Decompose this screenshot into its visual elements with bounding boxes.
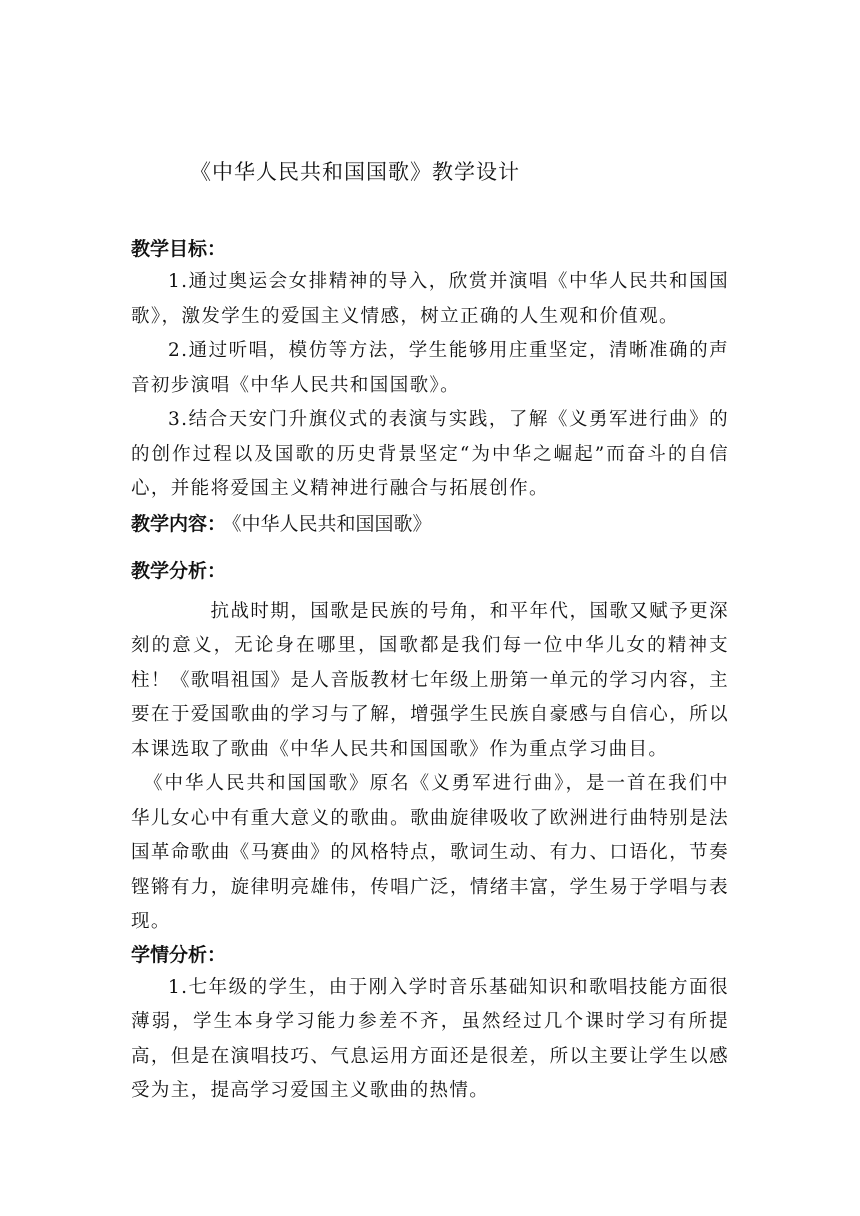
objective-item-2: 2.通过听唱，模仿等方法，学生能够用庄重坚定，清晰准确的声音初步演唱《中华人民共和国国歌》。 <box>131 340 729 396</box>
analysis-paragraph-2: 《中华人民共和国国歌》原名《义勇军进行曲》，是一首在我们中华儿女心中有重大意义的歌曲。歌曲旋律吸收了欧洲进行曲特别是法国革命歌曲《马赛曲》的风格特点，歌词生动、有力、口语化，节奏铿锵有力，旋律明亮雄伟，传唱广泛，情绪丰富，学生易于学唱与表现。 <box>131 773 729 932</box>
document-title: 《中华人民共和国国歌》教学设计 <box>190 160 520 184</box>
objective-item-1: 1.通过奥运会女排精神的导入，欣赏并演唱《中华人民共和国国歌》，激发学生的爱国主义情感，树立正确的人生观和价值观。 <box>131 271 729 327</box>
students-heading: 学情分析： <box>131 943 227 966</box>
students-item-1: 1.七年级的学生，由于刚入学时音乐基础知识和歌唱技能方面很薄弱，学生本身学习能力参差不齐，虽然经过几个课时学习有所提高，但是在演唱技巧、气息运用方面还是很差，所以主要让学生以感受为主，提高学习爱国主义歌曲的热情。 <box>131 976 729 1101</box>
objectives-heading: 教学目标： <box>131 238 227 260</box>
content-heading-row <box>131 509 729 540</box>
content-value: 《中华人民共和国国歌》 <box>232 512 432 535</box>
document-body <box>131 234 729 1109</box>
analysis-heading: 教学分析： <box>131 559 227 582</box>
objective-item-3: 3.结合天安门升旗仪式的表演与实践，了解《义勇军进行曲》的的创作过程以及国歌的历史背景坚定“为中华之崛起”而奋斗的自信心，并能将爱国主义精神进行融合与拓展创作。 <box>131 409 729 499</box>
content-heading: 教学内容： <box>131 512 227 535</box>
analysis-paragraph-1: 抗战时期，国歌是民族的号角，和平年代，国歌又赋予更深刻的意义，无论身在哪里，国歌都是我们每一位中华儿女的精神支柱！《歌唱祖国》是人音版教材七年级上册第一单元的学习内容，主要在于爱国歌曲的学习与了解，增强学生民族自豪感与自信心，所以本课选取了歌曲《中华人民共和国国歌》作为重点学习曲目。 <box>131 600 729 760</box>
